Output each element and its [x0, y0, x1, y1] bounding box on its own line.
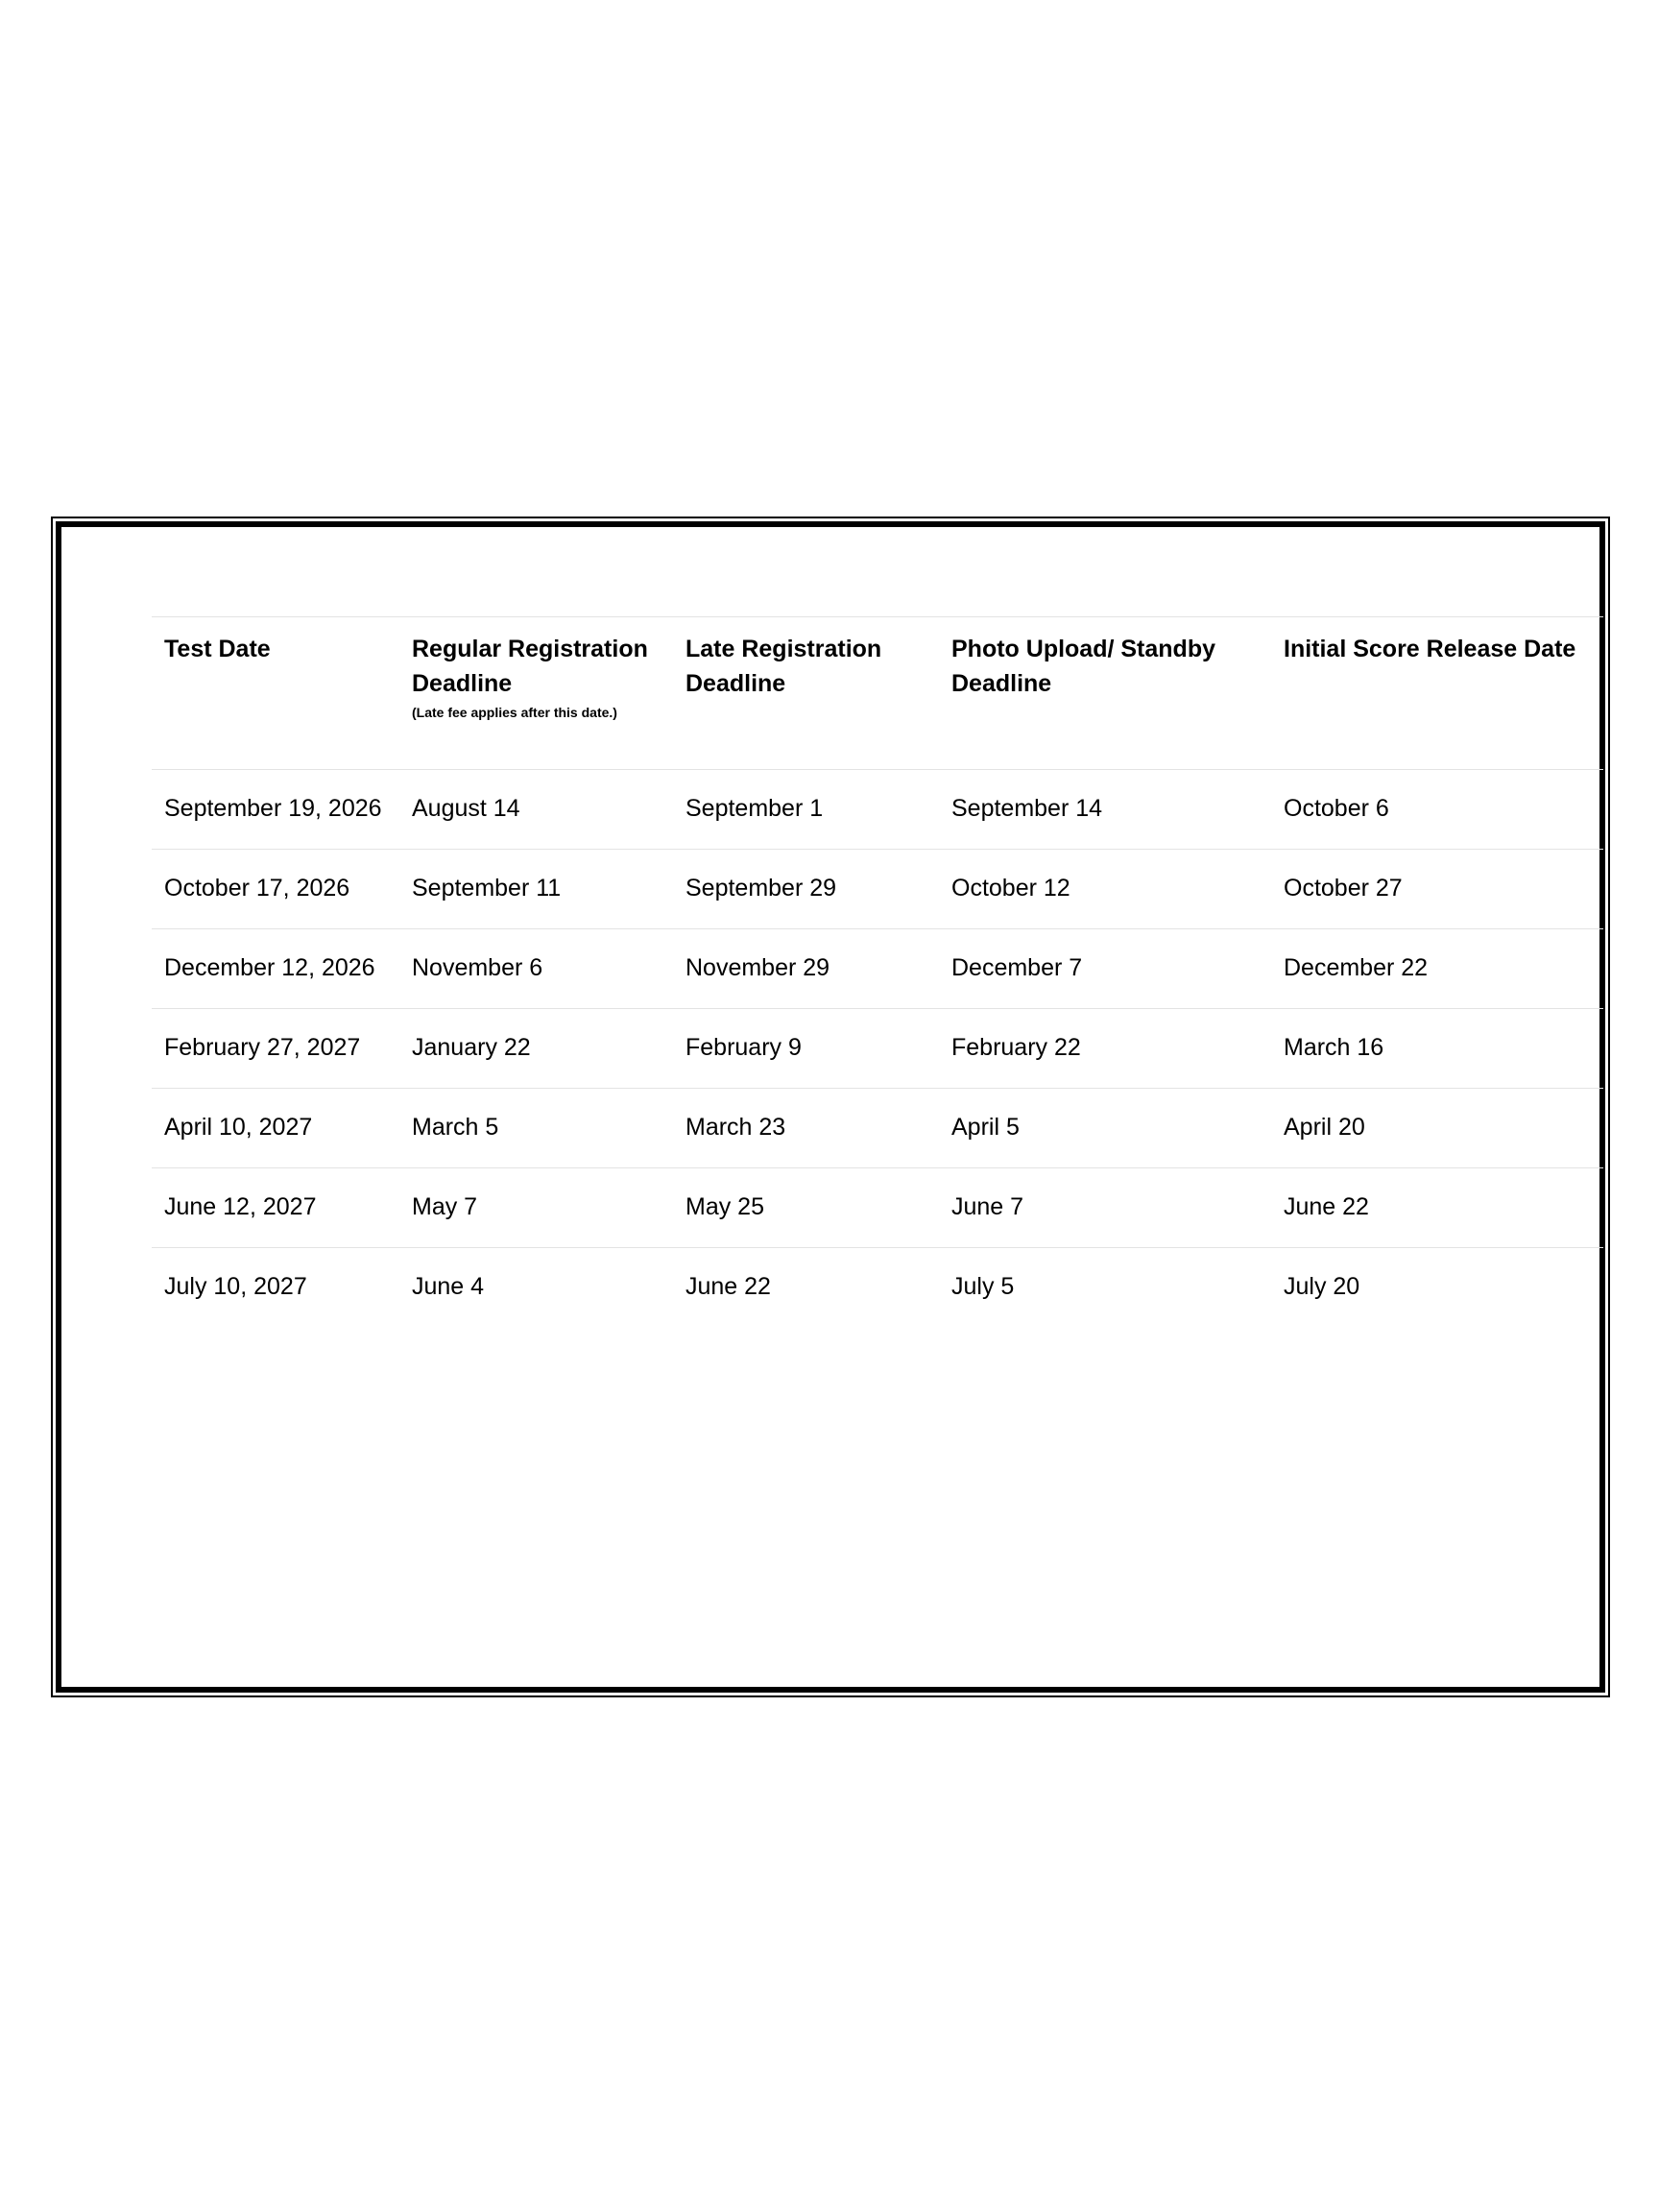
cell-regular-deadline: May 7 [399, 1168, 673, 1248]
header-test-date: Test Date [152, 617, 399, 770]
cell-regular-deadline: June 4 [399, 1248, 673, 1328]
header-regular-deadline [399, 617, 673, 770]
cell-photo-deadline: July 5 [939, 1248, 1271, 1328]
cell-score-release: March 16 [1271, 1009, 1603, 1089]
cell-late-deadline: November 29 [673, 929, 939, 1009]
header-row [152, 617, 1603, 770]
cell-late-deadline: February 9 [673, 1009, 939, 1089]
cell-photo-deadline: June 7 [939, 1168, 1271, 1248]
cell-late-deadline: September 29 [673, 850, 939, 929]
cell-photo-deadline: October 12 [939, 850, 1271, 929]
table-row [152, 1168, 1603, 1248]
cell-regular-deadline: September 11 [399, 850, 673, 929]
cell-test-date: December 12, 2026 [152, 929, 399, 1009]
cell-test-date: June 12, 2027 [152, 1168, 399, 1248]
cell-regular-deadline: March 5 [399, 1089, 673, 1168]
cell-score-release: June 22 [1271, 1168, 1603, 1248]
test-date-schedule-table [152, 616, 1603, 1328]
late-fee-note: (Late fee applies after this date.) [412, 705, 617, 720]
cell-late-deadline: June 22 [673, 1248, 939, 1328]
cell-photo-deadline: December 7 [939, 929, 1271, 1009]
table-row [152, 1089, 1603, 1168]
cell-photo-deadline: February 22 [939, 1009, 1271, 1089]
header-score-release: Initial Score Release Date [1271, 617, 1603, 770]
cell-late-deadline: March 23 [673, 1089, 939, 1168]
table-row [152, 770, 1603, 850]
cell-photo-deadline: April 5 [939, 1089, 1271, 1168]
cell-score-release: December 22 [1271, 929, 1603, 1009]
cell-score-release: October 27 [1271, 850, 1603, 929]
table-row [152, 929, 1603, 1009]
cell-test-date: July 10, 2027 [152, 1248, 399, 1328]
cell-score-release: April 20 [1271, 1089, 1603, 1168]
cell-test-date: September 19, 2026 [152, 770, 399, 850]
header-photo-deadline: Photo Upload/ Standby Deadline [939, 617, 1271, 770]
cell-photo-deadline: September 14 [939, 770, 1271, 850]
header-regular-deadline-label: Regular Registration Deadline [412, 636, 648, 697]
cell-test-date: October 17, 2026 [152, 850, 399, 929]
header-late-deadline: Late Registration Deadline [673, 617, 939, 770]
cell-score-release: October 6 [1271, 770, 1603, 850]
cell-test-date: April 10, 2027 [152, 1089, 399, 1168]
table-row [152, 1009, 1603, 1089]
cell-late-deadline: May 25 [673, 1168, 939, 1248]
cell-late-deadline: September 1 [673, 770, 939, 850]
table-row [152, 1248, 1603, 1328]
cell-regular-deadline: August 14 [399, 770, 673, 850]
cell-regular-deadline: November 6 [399, 929, 673, 1009]
table-row [152, 850, 1603, 929]
cell-regular-deadline: January 22 [399, 1009, 673, 1089]
cell-score-release: July 20 [1271, 1248, 1603, 1328]
cell-test-date: February 27, 2027 [152, 1009, 399, 1089]
